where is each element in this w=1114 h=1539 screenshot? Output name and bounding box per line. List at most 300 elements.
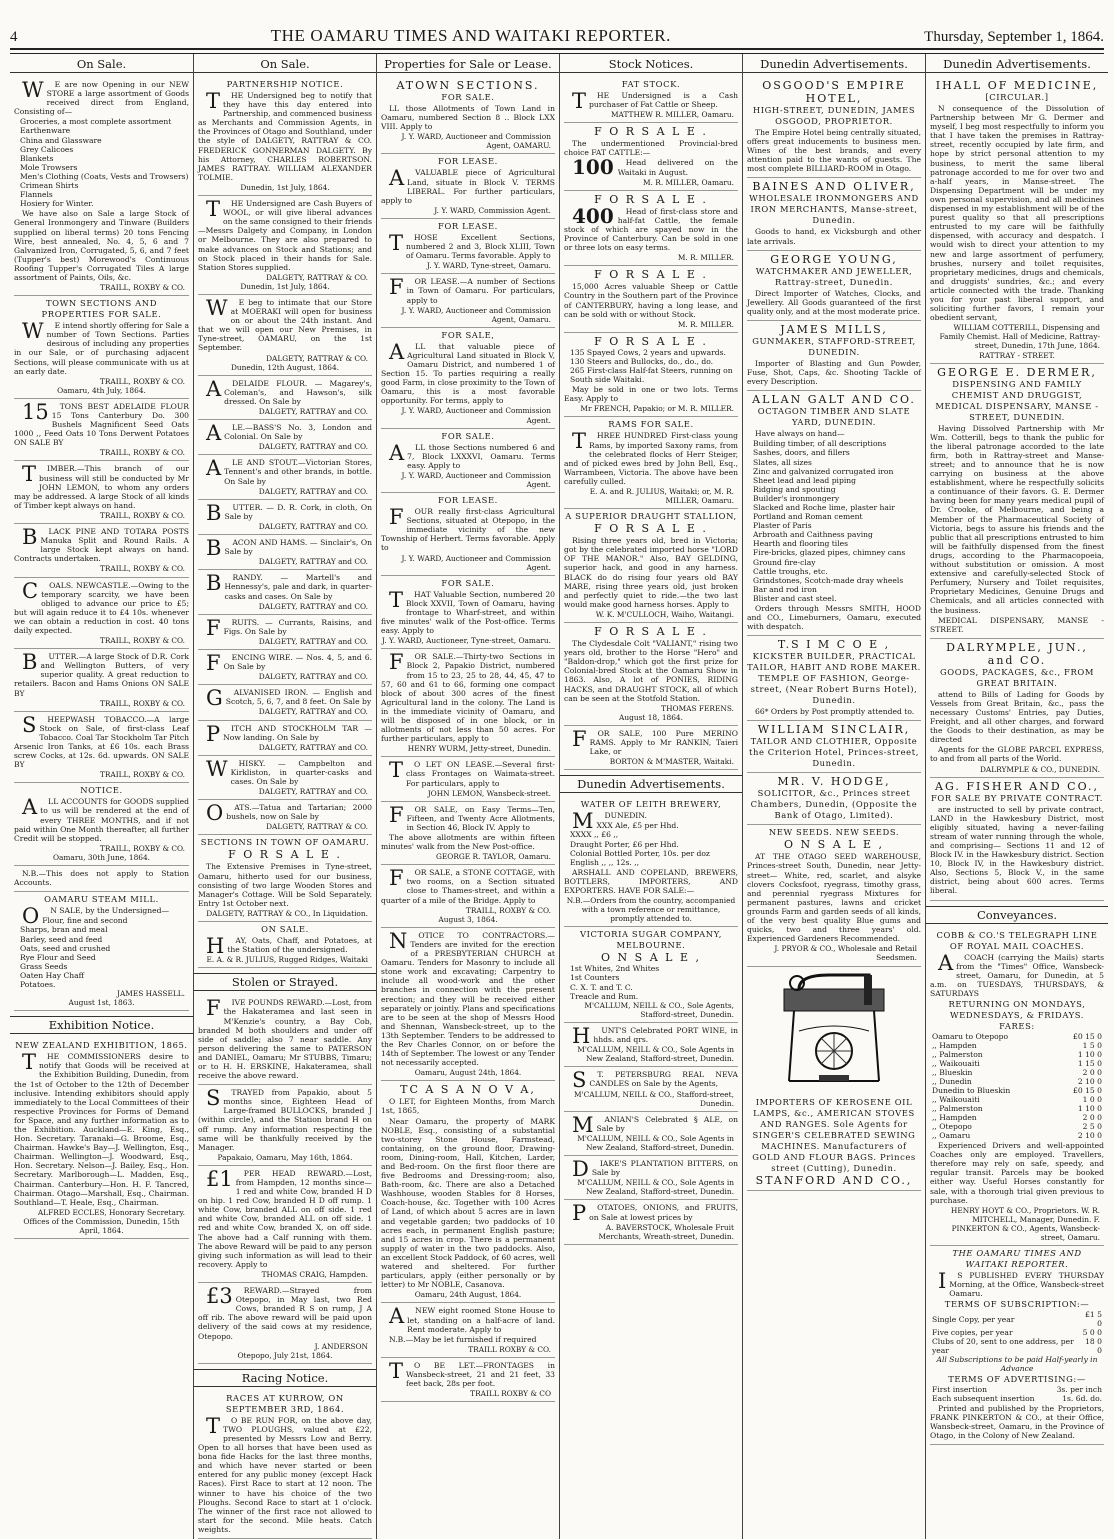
advertisement <box>564 927 738 1023</box>
advertisement <box>14 1038 189 1239</box>
ad-body <box>381 507 555 552</box>
ad-body <box>198 615 372 640</box>
publication-title: THE OAMARU TIMES AND WAITAKI REPORTER. <box>952 1248 1082 1270</box>
ad-display-line <box>747 723 921 736</box>
ad-body: Head delivered on the Waitaki in August. <box>617 158 738 177</box>
ad-heading: FOR LEASE. <box>438 156 498 167</box>
ad-text: UTTER. — D. R. Cork, in cloth, On Sale by <box>224 502 372 521</box>
advertisement <box>14 649 189 712</box>
drop-cap: F <box>389 275 404 300</box>
fares-title: FARES: <box>999 1021 1035 1032</box>
ad-signature: JOHN LEMON, Wansbeck-street. <box>427 788 551 798</box>
advertisement <box>14 461 189 524</box>
drop-cap: I <box>935 79 943 92</box>
drop-cap: F <box>572 726 587 751</box>
advertisement <box>381 77 555 154</box>
ad-display-line <box>930 79 1104 92</box>
fares-row <box>930 1068 1104 1077</box>
ad-text: The Extensive Premises in Tyne-street, Oamaru, hitherto used for our business, consisting of two large Wooden Stores and Manager's Cottage. Will be Sold Separately. Entry 1st October next. <box>198 862 372 908</box>
ad-body <box>198 686 372 711</box>
ad-signature: DALGETY, RATTRAY and CO. <box>258 407 368 416</box>
ad-text: IAKE'S PLANTATION BITTERS, on Sale by <box>591 1159 738 1178</box>
ad-text: The undermentioned Provincial-bred choice FAT CATTLE:— <box>564 139 738 158</box>
ad-signature: J. Y. WARD, Commission Agent. <box>434 205 551 215</box>
ad-signature: DALGETY, RATTRAY & CO., In Liquidation. <box>206 908 368 918</box>
fares-row <box>930 1059 1104 1068</box>
advertisement <box>747 178 921 250</box>
advertisement <box>747 721 921 773</box>
advertisement <box>198 570 372 614</box>
ad-signature: J. Y. WARD, Auctioneer and Commission Agent. <box>401 470 551 489</box>
ad-quantity: 400 <box>572 203 614 228</box>
column <box>10 54 193 1539</box>
drop-cap: M <box>572 1112 594 1137</box>
subscription-item: Single Copy, per year <box>932 1314 1015 1324</box>
drop-cap: A <box>389 166 405 191</box>
ad-display-line: F O R S A L E . <box>594 334 708 348</box>
advertisement <box>381 802 555 866</box>
drop-cap: T <box>572 429 587 454</box>
ad-list-item: Bar and rod iron <box>753 584 817 594</box>
ad-body <box>564 536 738 609</box>
drop-cap: T <box>389 230 404 255</box>
ad-heading: GUNMAKER, STAFFORD-STREET, DUNEDIN. <box>752 335 916 357</box>
fare-route: ,, Palmerston <box>932 1050 983 1060</box>
ad-list-item: Grass Seeds <box>20 961 68 971</box>
ad-heading: FOR SALE, <box>441 329 495 340</box>
ad-body <box>198 650 372 675</box>
ad-heading: COBB & CO.'S TELEGRAPH LINE OF ROYAL MAIL COACHES. <box>936 929 1098 951</box>
ad-text: 15,000 Acres valuable Sheep or Cattle Country in the Southern part of the Province of CANTERBURY, having a long lease, and can be sold with or without Stock. <box>564 282 738 319</box>
advertising-item: First insertion <box>932 1384 987 1394</box>
ad-signature: TRAILL, ROXBY & CO. <box>99 564 185 574</box>
advertisement <box>198 1283 372 1364</box>
page-number: 4 <box>10 29 18 45</box>
ad-heading: NEW SEEDS. NEW SEEDS. <box>768 827 900 838</box>
ad-signature: TRAILL, ROXBY & CO. <box>99 698 185 708</box>
ad-text: TONS BEST ADELAIDE FLOUR 15 Tons Canterbury Do. 300 Bushels Magnificent Seed Oats 1000 ,, Feed Oats 10 Tons Derwent Potatoes ON SALE BY <box>14 401 189 448</box>
ad-text: OUR really first-class Agricultural Sections, situated at Otepopo, in the immediate vicinity of the new Township of Herbert. Terms favorable. Apply to <box>381 507 555 553</box>
drop-cap: F <box>206 615 221 640</box>
ad-signature: MATTHEW R. MILLER, Oamaru. <box>610 110 734 120</box>
ad-text: LACK PINE AND TOTARA POSTS Manuka Split and Round Rails. A large Stock kept always on hand. Contracts undertaken. <box>14 527 189 564</box>
ad-body <box>14 1052 189 1207</box>
ad-heading: PARTNERSHIP NOTICE. <box>226 79 344 89</box>
ad-signature: J. Y. WARD, Tyne-street, Oamaru. <box>426 261 551 271</box>
subscription-price: £1 5 0 <box>1085 1310 1102 1329</box>
advertisement <box>564 1112 738 1156</box>
ad-list-item: Zinc and galvanized corrugated iron <box>753 466 894 476</box>
ad-text: COACH (carrying the Mails) starts from the "Times" Office, Wansbeck-street, Oamaru, for Dunedin, at 5 a.m. on TUESDAYS, THURSDAYS, & SATURDAYS <box>930 952 1104 998</box>
drop-cap: D <box>572 1157 589 1182</box>
ad-signature: TRAILL ROXBY & CO <box>470 1389 551 1399</box>
ad-list-item: 1st Counters <box>570 973 620 983</box>
ad-heading: OAMARU STEAM MILL. <box>44 894 159 905</box>
ad-body <box>198 862 372 907</box>
ad-signature: THOMAS CRAIG, Hampden. <box>261 1269 368 1279</box>
ad-signature: M'CALLUM, NEILL & CO., Sole Agents in New Zealand, Stafford-street, Dunedin. <box>577 1133 734 1152</box>
ad-signature: J. Y. WARD, Auctioneer and Commission Agent. <box>401 406 551 425</box>
column-header: Properties for Sale or Lease. <box>377 54 559 73</box>
advertisement <box>198 196 372 295</box>
advertisement <box>747 321 921 391</box>
ad-list <box>14 916 189 989</box>
ad-heading: SOLICITOR, &c., Princes street Chambers, Dunedin, (Opposite the Bank of Otago, Limited). <box>750 788 918 821</box>
drop-cap: J <box>780 322 787 336</box>
ad-signature: ALFRED ECCLES, Honorary Secretary. <box>37 1207 185 1217</box>
ad-heading: FOR SALE. <box>441 430 495 441</box>
column <box>559 54 742 1539</box>
ad-signature: DALRYMPLE & CO., DUNEDIN. <box>979 764 1100 774</box>
ad-list-item: Ridging and spouting <box>753 484 836 494</box>
ad-list-item: Portland and Roman cement <box>753 512 863 522</box>
ad-signature: THOMAS FERENS. <box>661 703 734 713</box>
ad-heading: WATER OF LEITH BREWERY, <box>580 799 722 810</box>
ad-heading: DISPENSING AND FAMILY CHEMIST AND DRUGGIST, MEDICAL DISPENSARY, MANSE - STREET, DUNEDIN. <box>935 378 1099 422</box>
ad-dateline: Papakaio, Oamaru, May 16th, 1864. <box>217 1152 353 1162</box>
advertisement <box>930 639 1104 778</box>
ad-text: OALS. NEWCASTLE.—Owing to the temporary scarcity, we have been obliged to advance our price to £5; but will again reduce it to £4 10s. whenever we can obtain a reduction in cost. 40 tons daily expected. <box>14 580 189 635</box>
ad-display-line: STANFORD AND CO., <box>755 1173 913 1187</box>
ad-text: NEW eight roomed Stone House to let, standing on a half-acre of land. Rent moderate. Apply to <box>407 1306 555 1334</box>
ad-signature: WILLIAM COTTERILL, Dispensing and Family Chemist. Hall of Medicine, Rattray-street, Dunedin, 17th June, 1864. <box>939 323 1100 351</box>
column <box>193 54 376 1539</box>
drop-cap: S <box>22 712 37 737</box>
ad-body <box>930 690 1104 745</box>
ad-text: Having Dissolved Partnership with Mr Wm. Cotterill, begs to thank the public for the liberal patronage accorded to the late firm, both in Rattray-street and Manse-street; and to announce that he is now carrying on business at the above establishment, where he respectfully solicits a continuance of their favors. G. E. Dermer having been for many years medical pupil of Dr. Crooke, of Melbourne, and being a Member of the Pharmaceutical Society of Victoria, begs to assure his friends and the public that all prescriptions entrusted to him will be faithfully dispensed from the finest drugs, according to the Pharmacopoeia, without substitution or omission. A most extensive and carefully-selected Stock of Perfumery, Nursery and Toilet requisites, Proprietary Medicines, Genuine Drugs and Chemicals, and all articles connected with the business. <box>930 423 1104 615</box>
ad-display-line: F O R S A L E . <box>594 125 708 139</box>
ad-signature: DALGETY, RATTRAY & CO. <box>266 822 368 832</box>
ad-text: S PUBLISHED EVERY THURSDAY Morning, at the Office, Wansbeck-street Oamaru. <box>949 1271 1104 1299</box>
drop-cap: W <box>757 723 771 737</box>
drop-cap: T <box>206 1413 221 1438</box>
fare-route: ,, Blueskin <box>932 1068 973 1078</box>
ad-list-item: English ,, ,, 12s. ,, <box>570 857 640 867</box>
ad-body: Head of first-class store and half-fat Cattle, the female stock of which are spayed now in the Province of Canterbury. Can be sold in one or three lots on easy terms. <box>564 206 738 253</box>
advertisement <box>381 576 555 650</box>
ad-body <box>747 852 921 943</box>
advertising-item: Each subsequent insertion <box>932 1393 1035 1403</box>
ad-display-line <box>747 253 921 266</box>
advertisement <box>198 1166 372 1283</box>
advertisement <box>198 721 372 756</box>
ad-signature: M. R. MILLER. <box>677 319 734 329</box>
advertisement <box>14 712 189 784</box>
advertisement <box>198 756 372 800</box>
drop-cap: M <box>777 775 791 789</box>
publication-notice <box>930 1246 1104 1445</box>
ad-display-line <box>381 79 555 92</box>
drop-cap: £3 <box>206 1284 233 1309</box>
subscription-title: TERMS OF SUBSCRIPTION:— <box>944 1299 1090 1310</box>
fares-row <box>930 1086 1104 1095</box>
ad-text: E beg to intimate that our Store at MOERAKI will open for business on or about the 24th instant. And that we will open our New Premises, in Tyne-street, OAMARU, on the 1st September. <box>198 297 372 353</box>
drop-cap: B <box>206 536 222 561</box>
advertisement <box>564 77 738 123</box>
ad-heading: A SUPERIOR DRAUGHT STALLION, <box>565 511 737 522</box>
ad-text: HAT Valuable Section, numbered 20 Block XXVII, Town of Oamaru, having frontage to Wharf-street, and within five minutes' walk of the Post-office. Terms easy. Apply to <box>381 589 555 636</box>
fare-route: Dunedin to Blueskin <box>932 1086 1011 1096</box>
advertisement <box>747 1095 921 1191</box>
drop-cap: G <box>937 365 948 379</box>
advertisement <box>747 636 921 721</box>
ad-body <box>14 652 189 697</box>
ad-body <box>930 1271 1104 1298</box>
ad-text: VALUABLE piece of Agricultural Land, situate in Block V. TERMS LIBERAL. For further particulars, apply to <box>381 168 555 205</box>
ad-body <box>381 802 555 832</box>
drop-cap: W <box>22 319 44 344</box>
ad-list-item: 135 Spayed Cows, 2 years and upwards. <box>570 347 726 357</box>
ad-body <box>381 652 555 743</box>
ad-display-text: EORGE E. DERMER, <box>947 365 1097 379</box>
column <box>925 54 1108 1539</box>
drop-cap: S <box>572 1068 587 1093</box>
ad-list <box>564 348 738 384</box>
drop-cap: O <box>206 801 224 826</box>
ad-list-item: 1st Whites, 2nd Whites <box>570 964 660 974</box>
advertisement <box>381 1081 555 1303</box>
drop-cap: S <box>206 1086 221 1111</box>
ad-display-line <box>930 641 1104 667</box>
advertisement <box>198 500 372 535</box>
fares-table <box>930 1086 1104 1140</box>
coach-advertisement <box>930 928 1104 1247</box>
ad-text: REWARD.—Strayed from Otepopo, in May last, two Red Cows, branded R S on rump, J A off rib. The above reward will be paid upon delivery of the said cows at my residence, Otepopo. <box>198 1286 372 1341</box>
ad-list-item: Flour, fine and second <box>42 916 128 926</box>
subscription-row <box>930 1310 1104 1328</box>
ad-body <box>198 756 372 786</box>
fare-route: ,, Hampden <box>932 1041 977 1051</box>
subscription-item: Clubs of 20, sent to one address, per year <box>932 1337 1074 1356</box>
ad-signature: GEORGE R. TAYLOR, Oamaru. <box>435 852 551 862</box>
ad-body: May be sold in one or two lots. Terms Easy. Apply to <box>564 385 738 404</box>
subscription-price: 18 0 0 <box>1085 1337 1102 1356</box>
drop-cap: 15 <box>22 399 49 424</box>
fares-row <box>930 1104 1104 1113</box>
ad-signature: J. Y. WARD, Auctioneer and Commission Agent, OAMARU. <box>401 132 551 151</box>
advertisement <box>381 154 555 218</box>
ad-display-text: R. V. HODGE, <box>790 775 891 789</box>
ad-dateline: Dunedin, 1st July, 1864. <box>240 182 330 192</box>
advertisement <box>198 1391 372 1539</box>
ad-display-line <box>930 780 1104 793</box>
ad-display-text: S I M C O E , <box>791 638 891 652</box>
ad-display-text: ALRYMPLE, JUN., and CO. <box>956 640 1088 667</box>
ad-body <box>930 424 1104 615</box>
advertisement <box>198 995 372 1085</box>
ad-dateline: Oamaru, 24th August, 1864. <box>414 1290 522 1300</box>
drop-cap: T <box>22 462 37 487</box>
ad-body <box>198 998 372 1080</box>
ad-body: 66* Orders by Post promptly attended to. <box>755 707 915 717</box>
drop-cap: P <box>206 721 221 746</box>
drop-cap: B <box>22 650 38 675</box>
ad-signature: TRAILL, ROXBY & CO. <box>99 843 185 853</box>
advertisement <box>198 615 372 650</box>
drop-cap: T <box>206 89 221 113</box>
ad-heading: [CIRCULAR.] <box>985 92 1049 102</box>
advertisement <box>381 757 555 801</box>
ad-heading: TAILOR AND CLOTHIER, Opposite the Criterion Hotel, Princes-street, Dunedin. <box>749 736 919 769</box>
ad-list-item: Sharps, bran and meal <box>20 925 108 935</box>
ad-body: The Empire Hotel being centrally situated, offers great inducements to business men. Wines of the best brands, and every attention paid to the wants of guests. The most complete BILLIARD-ROOM in Otago. <box>747 128 921 174</box>
drop-cap: A <box>206 376 222 401</box>
ad-heading: FOR LEASE. <box>438 220 498 231</box>
ad-list-item: Groceries, a most complete assortment <box>20 117 172 127</box>
ad-body: Goods to hand, ex Vicksburgh and other late arrivals. <box>747 227 921 246</box>
ad-text: UTTER.—A large Stock of D.R. Cork and Wellington Butters, of very superior quality. A great reduction to retailers. Bacon and Hams Onions ON SALE BY <box>14 652 189 698</box>
ad-text: O LET ON LEASE.—Several first-class Frontages on Waimata-street. For particulars, apply to <box>406 760 555 788</box>
ad-body <box>198 500 372 525</box>
ad-display-line <box>381 1083 555 1096</box>
ad-body <box>198 1088 372 1152</box>
advertisement <box>564 1200 738 1244</box>
ad-body <box>564 1068 738 1093</box>
drop-cap: A <box>396 79 406 92</box>
ad-text: UNT'S Celebrated PORT WINE, in hhds. and qrs. <box>593 1025 738 1045</box>
ad-body <box>14 399 189 448</box>
ad-display-line: F O R S A L E . <box>228 848 342 862</box>
advertisement <box>198 376 372 420</box>
drop-cap: F <box>389 650 404 675</box>
ad-body <box>14 80 189 116</box>
ad-list-item: Grey Calicoes <box>20 144 74 154</box>
ad-list-item: China and Glassware <box>20 135 102 145</box>
subscription-table <box>930 1310 1104 1355</box>
ad-dateline: N.B.—Orders from the country, accompanied with a town reference or remittance, promptly attended to. <box>566 896 736 924</box>
column-header: Dunedin Advertisements. <box>743 54 925 73</box>
ad-body <box>198 934 372 959</box>
ad-list-item: Flannels <box>20 190 53 200</box>
fares-table <box>930 1032 1104 1086</box>
fare-price: 1 10 0 <box>1077 1104 1102 1114</box>
ad-text: PER HEAD REWARD.—Lost, from Hampden, 12 months since—1 red and white Cow, branded H D on hip. 1 red Cow, branded H D off rump. 1 white Cow, branded ALL on off side. 1 red and white Cow, branded ALL on off side. 1 red and white Cow, branded X, on off side. The above had a Calf running with them. The above Reward will be paid to any person giving such information as will lead to their recovery. Apply to <box>198 1168 372 1269</box>
ad-text: E intend shortly offering for Sale a number of Town Sections. Parties desirous of including any properties in our Sale, or of purchasing adjacent Sections, will please communicate with us at an early date. <box>14 321 189 376</box>
ad-heading: OCTAGON TIMBER AND SLATE YARD, DUNEDIN. <box>757 406 911 428</box>
ad-dateline: Oamaru, 30th June, 1864. <box>52 852 151 862</box>
drop-cap: F <box>389 505 404 530</box>
advertisement <box>747 251 921 321</box>
ad-body <box>747 429 921 438</box>
ad-dateline: August 18, 1864. <box>619 712 683 722</box>
fare-route: ,, Oamaru <box>932 1131 971 1141</box>
ad-body <box>564 1112 738 1137</box>
ad-body: Orders through Messrs SMITH, HOOD and CO., Limeburners, Oamaru, executed with despatch. <box>747 604 921 632</box>
ad-text: OR SALE, 100 Pure MERINO RAMS. Apply to Mr RANKIN, Taieri Lake, or <box>589 728 738 757</box>
ad-body <box>381 277 555 304</box>
ad-text: ENCING WIRE. — Nos. 4, 5, and 6. On Sale by <box>223 652 372 672</box>
ad-heading: VICTORIA SUGAR COMPANY, MELBOURNE. <box>579 929 723 951</box>
ad-signature: TRAILL, ROXBY & CO. <box>99 283 185 293</box>
ad-text: Have always on hand— <box>755 429 845 439</box>
ad-text: RANDY. — Martell's and Hennessy's, pale and dark, in quarter-casks and cases. On Sale by <box>224 573 372 601</box>
ad-display-text: LLAN GALT AND CO. <box>762 393 916 407</box>
ad-signature: TRAILL, ROXBY & CO. <box>99 376 185 386</box>
drop-cap: G <box>770 252 782 266</box>
ad-text: TRAYED from Papakio, about 5 months since, Eighteen Head of Large-framed BULLOCKS, branded J (within circle), and the Station brand H on off rump. Any information respecting the same will be thankfully received by the Manager. <box>198 1088 372 1152</box>
ad-list-item: XXX Ale, £5 per Hhd. <box>596 821 679 831</box>
ad-signature: M'CALLUM, NEILL & CO., Stafford-street, Dunedin. <box>574 1089 734 1108</box>
ad-heading: IMPORTERS OF KEROSENE OIL LAMPS, &c., AMERICAN STOVES AND RANGES. Sole Agents for SINGER'S CELEBRATED SEWING MACHINES. Manufacturers of GOLD AND FLOUR BAGS. Princes street (Cutting), Dunedin. <box>752 1096 916 1173</box>
ad-signature: M'CALLUM, NEILL & CO., Sole Agents, Stafford-street, Dunedin. <box>584 1000 734 1019</box>
ad-body: Near Oamaru, the property of MARK NOBLE, Esq., consisting of a substantial two-storey Stone House, Farmstead, containing, on the ground floor, Drawing-room, Dining-room, Hall, Kitchen, Larder, and Bed-room. On the first floor there are five Bedrooms and Dressing-room; also, Bath-room, &c. There are also a Detached Washhouse, wooden Stables for 8 Horses, Coach-house, &c. Together with 100 Acres of Land, of which about 5 acres are in lawn and vegetable garden; two paddocks of 10 acres each, in permanent English pasture; and 15 acres in crop. There is a permanent supply of water in the two paddocks. Also, an excellent Stock Paddock, of 60 acres, well watered and sheltered. For further particulars, apply (either personally or by letter) to Mr NOBLE, Casanova. <box>381 1116 555 1290</box>
ad-body <box>381 440 555 470</box>
ad-body <box>198 536 372 561</box>
subscription-item: Five copies, per year <box>932 1328 1013 1338</box>
ad-body <box>564 431 738 486</box>
ad-signature: DALGETY, RATTRAY and CO. <box>258 521 368 531</box>
advertisement <box>747 77 921 178</box>
ad-heading: FAT STOCK. <box>621 79 681 89</box>
issue-date: Thursday, September 1, 1864. <box>924 29 1104 45</box>
ad-body <box>564 1201 738 1226</box>
ad-signature: HENRY WURM, Jetty-street, Dunedin. <box>407 744 551 754</box>
fare-route: ,, Palmerston <box>932 1104 983 1114</box>
ad-body: Agents for the GLOBE PARCEL EXPRESS, to and from all parts of the World. <box>930 745 1104 764</box>
advertisement <box>564 1156 738 1200</box>
advertisement <box>381 328 555 429</box>
advertisement <box>198 835 372 922</box>
advertising-price: 1s. 6d. do. <box>1062 1393 1102 1403</box>
advertisement <box>930 77 1104 364</box>
ad-list-item: Grindstones, Scotch-made dray wheels <box>753 575 904 585</box>
section-header: Stolen or Strayed. <box>194 973 376 991</box>
ad-body <box>564 726 738 757</box>
ad-heading: FOR LEASE. <box>438 495 498 506</box>
sewing-machine-illustration <box>759 971 909 1091</box>
ad-text: ACON AND HAMS. — Sinclair's, On Sale by <box>224 538 372 557</box>
ad-signature: DALGETY, RATTRAY and CO. <box>258 601 368 611</box>
advertisement <box>198 922 372 968</box>
advertisement <box>564 333 738 418</box>
ad-list-item: Sheet lead and lead piping <box>753 475 857 485</box>
ad-signature: J. Y. WARD, Auctioneer and Commission Agent, Oamaru. <box>401 305 551 324</box>
ad-signature: DALGETY, RATTRAY and CO. <box>258 486 368 496</box>
ad-list-item: Hosiery for Winter. <box>20 199 94 209</box>
columns-grid <box>10 54 1108 1534</box>
advertisement <box>14 296 189 399</box>
drop-cap: A <box>22 795 38 820</box>
drop-cap: A <box>938 950 954 975</box>
ad-list-item: Plaster of Paris <box>753 521 812 531</box>
fares-row <box>930 1113 1104 1122</box>
ad-list-item: Fire-bricks, glazed pipes, chimney cans <box>753 548 906 558</box>
ad-signature: A. BAVERSTOCK, Wholesale Fruit Merchants, Wreath-street, Dunedin. <box>598 1222 734 1241</box>
ad-signature: DALGETY, RATTRAY and CO. <box>258 742 368 752</box>
ad-text: LE AND STOUT.—Victorian Stores, Tennent's and other brands, in bottle. On Sale by <box>224 458 372 486</box>
ad-text: ALVANISED IRON. — English and Scotch, 5, 6, 7, and 8 feet. On Sale by <box>225 688 372 707</box>
drop-cap: B <box>752 180 763 194</box>
ad-signature: DALGETY, RATTRAY and CO. <box>258 787 368 797</box>
ad-text: O BE RUN FOR, on the above day, TWO PLOUGHS, valued at £22, presented by Messrs Low and Berry. Open to all horses that have been used as bona fide Hacks for the last three months, and which have never started or been entered for any public money (except Hack Races). First Race to start at 12 noon. The winner to have his choice of the two Ploughs. Second Race to start at 1 o'clock. The winner of the first race not allowed to start for the second. Mile heats. Catch weights. <box>198 1415 372 1534</box>
ad-body <box>198 376 372 406</box>
advertisement <box>564 797 738 927</box>
ad-signature: W. K. M'CULLOCH, Waiho, Waitangi. <box>595 609 734 619</box>
fare-route: ,, Waikouaiti <box>932 1095 980 1105</box>
masthead-rule <box>10 48 1104 50</box>
ad-signature: DALGETY, RATTRAY and CO. <box>258 707 368 717</box>
ad-list-item: Rye Flour and Seed <box>20 952 96 962</box>
drop-cap: F <box>206 996 221 1021</box>
fare-price: 2 10 0 <box>1077 1077 1102 1087</box>
ad-signature: M'CALLUM, NEILL & CO., Sole Agents in New Zealand, Stafford-street, Dunedin. <box>577 1178 734 1197</box>
ad-body <box>930 950 1104 998</box>
ad-list-item: Men's Clothing (Coats, Vests and Trowsers) <box>20 171 189 181</box>
ad-signature: TRAILL, ROXBY & CO. <box>99 510 185 520</box>
ad-body <box>198 1286 372 1341</box>
ad-body <box>381 1358 555 1389</box>
advertisement <box>747 825 921 966</box>
